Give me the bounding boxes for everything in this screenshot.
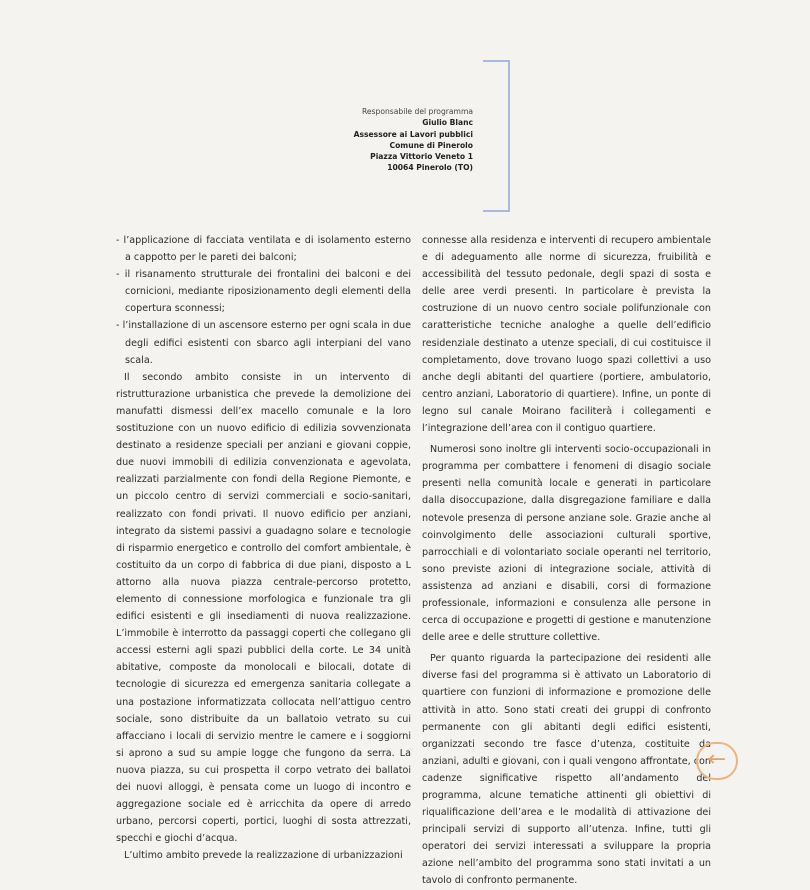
contact-role: Responsabile del programma (361, 107, 473, 116)
decorative-bracket (483, 60, 510, 212)
contact-address: Piazza Vittorio Veneto 1 (370, 152, 473, 162)
program-contact-block (253, 106, 473, 174)
paragraph: connesse alla residenza e interventi di recupero ambientale e di adeguamento alle norme di sicurezza, fruibilità e accessibilità del tessuto pedonale, degli spazi di sosta e delle aree verdi presenti. In particolare è prevista la costruzione di un nuovo centro sociale polifunzionale con caratteristiche tecniche analoghe a quelle dell’edificio residenziale destinato a utenze speciali, di cui costituisce il completamento, dove trovano luogo spazi collettivi a uso anche degli abitanti del quartiere (portiere, ambulatorio, centro anziani, Laboratorio di quartiere). Infine, un ponte di legno sul canale Moirano faciliterà i collegamenti e l’integrazione dell’area con il contiguo quartiere. (422, 235, 711, 435)
paragraph: Per quanto riguarda la partecipazione dei residenti alle diverse fasi del programma si è attivato un Laboratorio di quartiere con funzioni di informazione e promozione delle attività in atto. Sono stati creati dei gruppi di confronto permanente con gli abitanti degli edifici esistenti, organizzati secondo tre fasce d’utenza, costituite da anziani, adulti e giovani, con i quali vengono affrontate, con cadenze significative rispetto all’andamento del programma, alcune tematiche attinenti gli obiettivi di riqualificazione dell’area e le modalità di attivazione dei principali servizi di supporto all’utenza. Infine, tutti gli operatori dei servizi interessati a sviluppare la propria azione nell’ambito del programma sono stati invitati a un tavolo di confronto permanente. (422, 653, 711, 887)
text-column-right (422, 232, 711, 890)
previous-page-arrow-icon[interactable]: ← (696, 742, 738, 780)
paragraph: Il secondo ambito consiste in un intervento di ristrutturazione urbanistica che prevede la demolizione dei manufatti dismessi dell’ex macello comunale e la loro sostituzione con un nuovo edificio di edilizia sovvenzionata destinato a residenze speciali per anziani e giovani coppie, due nuovi immobili di edilizia convenzionata e agevolata, realizzati parzialmente con fondi della Regione Piemonte, e un piccolo centro di servizi commerciali e socio-sanitari, realizzato con fondi privati. Il nuovo edificio per anziani, integrato da sistemi passivi a guadagno solare e tecnologie di risparmio energetico e controllo del comfort ambientale, è costituito da un corpo di fabbrica di due piani, disposto a L attorno alla nuova piazza centrale-percorso protetto, elemento di connessione morfologica e funzionale tra gli edifici esistenti e gli insediamenti di nuova realizzazione. L’immobile è interrotto da passaggi coperti che collegano gli accessi esterni agli spazi pubblici della corte. Le 34 unità abitative, composte da monolocali e bilocali, dotate di tecnologie di sicurezza ed emergenza sanitaria collegate a una postazione informatizzata collocata nell’attiguo centro sociale, sono distribuite da un ballatoio vetrato su cui affacciano i locali di servizio mentre le camere e i soggiorni si aprono a sud su ampie logge che fungono da serra. La nuova piazza, su cui prospetta il corpo vetrato dei ballatoi dei nuovi alloggi, è pensata come un luogo di incontro e aggregazione sociale ed è arricchita da opere di arredo urbano, percorsi coperti, portici, luoghi di sosta attrezzati, specchi e giochi d’acqua. (116, 371, 411, 845)
bullet-item: - il risanamento strutturale dei frontalini dei balconi e dei cornicioni, mediante riposizionamento degli elementi della copertura sconnessi; (116, 269, 411, 315)
contact-name: Giulio Blanc (422, 118, 473, 128)
bullet-item: - l’applicazione di facciata ventilata e di isolamento esterno a cappotto per le pareti dei balconi; (116, 235, 411, 264)
text-column-left (116, 232, 411, 864)
contact-city: 10064 Pinerolo (TO) (387, 163, 473, 173)
contact-title: Assessore ai Lavori pubblici (353, 129, 473, 139)
bullet-item: - l’installazione di un ascensore esterno per ogni scala in due degli edifici esistenti con sbarco agli interpiani del vano scala. (116, 320, 411, 366)
paragraph: L’ultimo ambito prevede la realizzazione di urbanizzazioni (124, 850, 403, 862)
contact-organization: Comune di Pinerolo (389, 140, 473, 150)
paragraph: Numerosi sono inoltre gli interventi socio-occupazionali in programma per combattere i fenomeni di disagio sociale presenti nella comunità locale e generati in particolare dalla disoccupazione, dalla disgregazione familiare e dalla notevole presenza di persone anziane sole. Grazie anche al coinvolgimento delle associazioni culturali sportive, parrocchiali e di volontariato sociale operanti nel territorio, sono previste azioni di integrazione sociale, attività di assistenza ad anziani e disabili, corsi di formazione professionale, informazioni e consulenza alle persone in cerca di occupazione e progetti di gestione e manutenzione delle aree e delle strutture collettive. (422, 444, 711, 644)
